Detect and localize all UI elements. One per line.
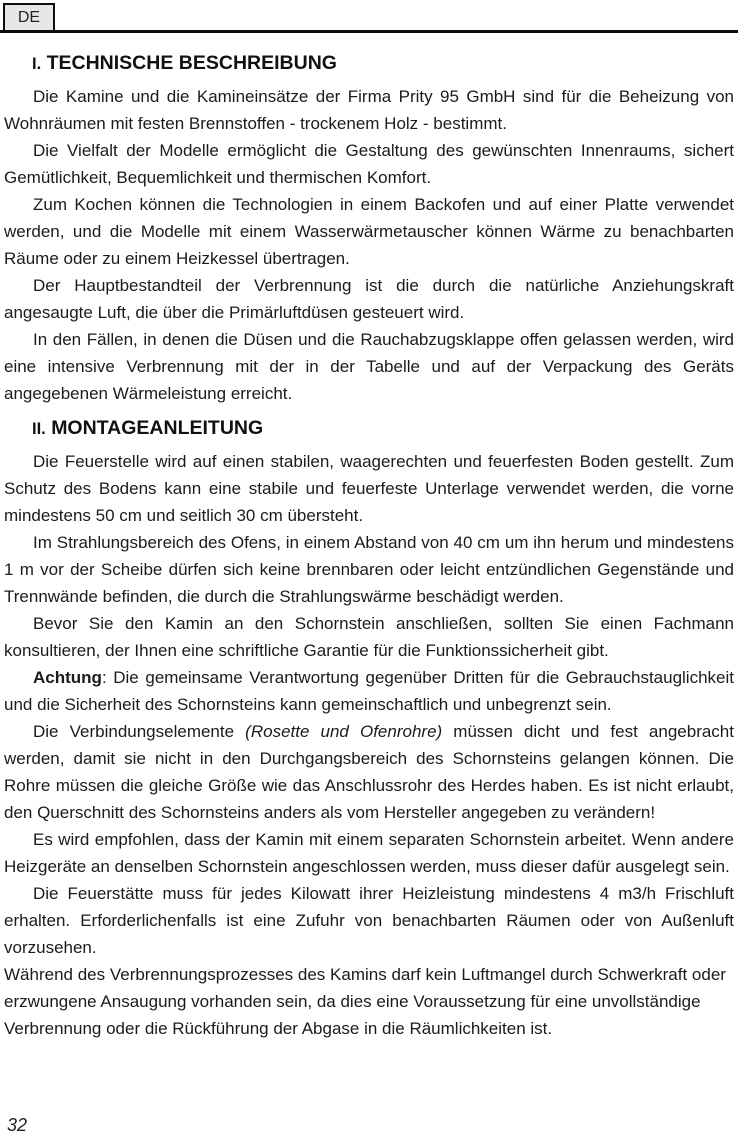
- text-run: : Die gemeinsame Verantwortung gegenüber Dritten für die Gebrauchstauglichkeit und die Sicherheit des Schornsteins kann gemeinschaftlich und unbegrenzt sein.: [4, 668, 734, 714]
- text-run-bold: Achtung: [33, 668, 102, 687]
- page-header: [0, 0, 738, 33]
- paragraph: [4, 191, 734, 272]
- paragraph: [4, 137, 734, 191]
- paragraph-achtung: [4, 664, 734, 718]
- section-title: TECHNISCHE BESCHREIBUNG: [46, 52, 337, 74]
- text-run: Die Kamine und die Kamineinsätze der Firma Prity 95 GmbH sind für die Beheizung von Wohnräumen mit festen Brennstoffen - trockenem Holz - bestimmt.: [4, 87, 734, 133]
- text-run: Die Feuerstelle wird auf einen stabilen, waagerechten und feuerfesten Boden gestellt. Zum Schutz des Bodens kann eine stabile und feuerfeste Unterlage verwendet werden, die vorne mindestens 50 cm und seitlich 30 cm übersteht.: [4, 452, 734, 525]
- text-run: Zum Kochen können die Technologien in einem Backofen und auf einer Platte verwendet werden, und die Modelle mit einem Wasserwärmetauscher können Wärme zu benachbarten Räume oder zu einem Heizkessel übertragen.: [4, 195, 734, 268]
- paragraph: [4, 610, 734, 664]
- section-heading-technische-beschreibung: [32, 50, 734, 78]
- paragraph: [4, 448, 734, 529]
- section-numeral: I.: [32, 55, 42, 73]
- paragraph-verbindungselemente: [4, 718, 734, 826]
- text-run: Der Hauptbestandteil der Verbrennung ist die durch die natürliche Anziehungskraft angesaugte Luft, die über die Primärluftdüsen gesteuert wird.: [4, 276, 734, 322]
- document-body: [0, 33, 738, 1042]
- language-tab: DE: [3, 3, 55, 30]
- paragraph: [4, 272, 734, 326]
- section-title: MONTAGEANLEITUNG: [51, 417, 264, 439]
- paragraph: [4, 826, 734, 880]
- text-run-italic: (Rosette und Ofenrohre): [245, 722, 443, 741]
- paragraph: [4, 961, 734, 1042]
- paragraph: [4, 880, 734, 961]
- text-run: Die Feuerstätte muss für jedes Kilowatt ihrer Heizleistung mindestens 4 m3/h Frischluft erhalten. Erforderlichenfalls ist eine Zufuhr von benachbarten Räumen oder von Außenluft vorzusehen.: [4, 884, 734, 957]
- paragraph: [4, 326, 734, 407]
- text-run: Bevor Sie den Kamin an den Schornstein anschließen, sollten Sie einen Fachmann konsultieren, der Ihnen eine schriftliche Garantie für die Funktionssicherheit gibt.: [4, 614, 734, 660]
- text-run: Die Verbindungselemente: [33, 722, 246, 741]
- text-run: müssen dicht und fest angebracht werden, damit sie nicht in den Durchgangsbereich des Schornsteins gelangen können. Die Rohre müssen die gleiche Größe wie das Anschlussrohr des Herdes haben. Es ist nicht erlaubt, den Querschnitt des Schornsteins anders als vom Hersteller angegeben zu verändern!: [4, 722, 734, 822]
- section-numeral: II.: [32, 420, 46, 438]
- page-number: 32: [7, 1115, 28, 1135]
- text-run: Es wird empfohlen, dass der Kamin mit einem separaten Schornstein arbeitet. Wenn andere Heizgeräte an denselben Schornstein angeschlossen werden, muss dieser dafür ausgelegt sein.: [4, 830, 734, 876]
- text-run: Die Vielfalt der Modelle ermöglicht die Gestaltung des gewünschten Innenraums, sichert Gemütlichkeit, Bequemlichkeit und thermischen Komfort.: [4, 141, 734, 187]
- text-run: Während des Verbrennungsprozesses des Kamins darf kein Luftmangel durch Schwerkraft oder erzwungene Ansaugung vorhanden sein, da dies eine Voraussetzung für eine unvollständige Verbrennung oder die Rückführung der Abgase in die Räumlichkeiten ist.: [4, 965, 726, 1038]
- paragraph: [4, 83, 734, 137]
- text-run: Im Strahlungsbereich des Ofens, in einem Abstand von 40 cm um ihn herum und mindestens 1 m vor der Scheibe dürfen sich keine brennbaren oder leicht entzündlichen Gegenstände und Trennwände befinden, die durch die Strahlungswärme beschädigt werden.: [4, 533, 734, 606]
- section-heading-montageanleitung: [32, 415, 734, 443]
- text-run: In den Fällen, in denen die Düsen und die Rauchabzugsklappe offen gelassen werden, wird eine intensive Verbrennung mit der in der Tabelle und auf der Verpackung des Geräts angegebenen Wärmeleistung erreicht.: [4, 330, 734, 403]
- paragraph: [4, 529, 734, 610]
